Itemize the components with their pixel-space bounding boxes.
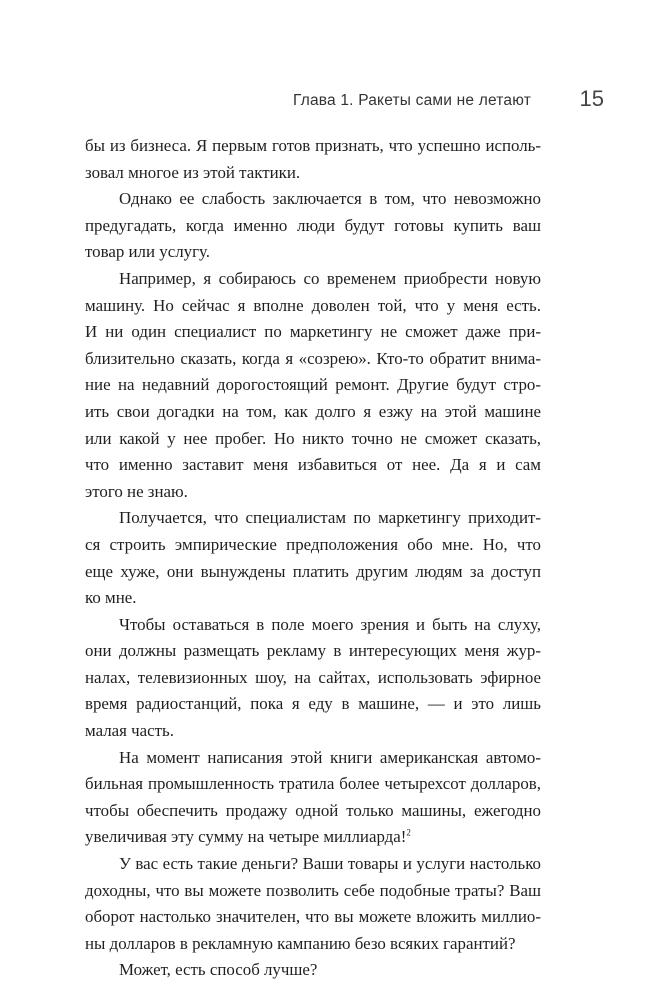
text-line	[85, 824, 541, 851]
paragraph	[85, 851, 541, 957]
text-line: близительно сказать, когда я «созрею». Кто-то обратит внима-	[85, 348, 541, 368]
text-line: И ни один специалист по маркетингу не сможет даже при-	[85, 322, 541, 342]
paragraph	[85, 957, 541, 984]
text-line: машину. Но сейчас я вполне доволен той, что у меня есть.	[85, 295, 541, 315]
text-line: Чтобы оставаться в поле моего зрения и быть на слуху,	[119, 614, 541, 634]
text-line-content: увеличивая эту сумму на четыре миллиарда!	[85, 827, 407, 847]
paragraph	[85, 505, 541, 611]
text-line: На момент написания этой книги американская автомо-	[119, 747, 541, 767]
text-line: бы из бизнеса. Я первым готов признать, что успешно исполь-	[85, 136, 541, 155]
text-line: ны долларов в рекламную кампанию безо всяких гарантий?	[85, 933, 516, 953]
running-header	[0, 88, 672, 118]
text-line: налах, телевизионных шоу, на сайтах, использовать эфирное	[85, 667, 541, 687]
footnote-marker[interactable]: 2	[406, 827, 411, 838]
text-line: малая часть.	[85, 721, 174, 741]
text-line: время радиостанций, пока я еду в машине, — и это лишь	[85, 694, 541, 714]
text-line: этого не знаю.	[85, 481, 188, 501]
text-line: зовал многое из этой тактики.	[85, 162, 301, 182]
text-line: Получается, что специалистам по маркетингу приходит-	[119, 508, 541, 528]
text-line: У вас есть такие деньги? Ваши товары и услуги настолько	[119, 854, 541, 874]
text-line: или какой у нее пробег. Но никто точно не сможет сказать,	[85, 428, 541, 448]
text-line: бильная промышленность тратила более четырехсот долларов,	[85, 774, 541, 794]
text-line: Может, есть способ лучше?	[119, 960, 318, 980]
text-line: они должны размещать рекламу в интересующих меня жур-	[85, 641, 541, 661]
text-line: доходны, что вы можете позволить себе подобные траты? Ваш	[85, 880, 541, 900]
body-text	[85, 133, 541, 984]
text-line: ние на недавний дорогостоящий ремонт. Другие будут стро-	[85, 375, 541, 395]
text-line: оборот настолько значителен, что вы можете вложить миллио-	[85, 907, 541, 927]
page-number: 15	[579, 86, 604, 111]
text-line: предугадать, когда именно люди будут готовы купить ваш	[85, 215, 541, 235]
text-line: ить свои догадки на том, как долго я езжу на этой машине	[85, 401, 541, 421]
paragraph	[85, 266, 541, 505]
paragraph	[85, 133, 541, 186]
text-line: еще хуже, они вынуждены платить другим людям за доступ	[85, 561, 541, 581]
text-line: Например, я собираюсь со временем приобрести новую	[119, 268, 541, 288]
text-line: товар или услугу.	[85, 242, 210, 262]
text-line: чтобы обеспечить продажу одной только машины, ежегодно	[85, 800, 541, 820]
paragraph	[85, 612, 541, 745]
text-line: ся строить эмпирические предположения обо мне. Но, что	[85, 534, 541, 554]
text-line: что именно заставит меня избавиться от нее. Да я и сам	[85, 455, 541, 475]
text-line: ко мне.	[85, 588, 137, 608]
text-line: Однако ее слабость заключается в том, что невозможно	[119, 189, 541, 209]
running-title: Глава 1. Ракеты сами не летают	[292, 92, 531, 109]
paragraph	[85, 186, 541, 266]
paragraph	[85, 745, 541, 851]
